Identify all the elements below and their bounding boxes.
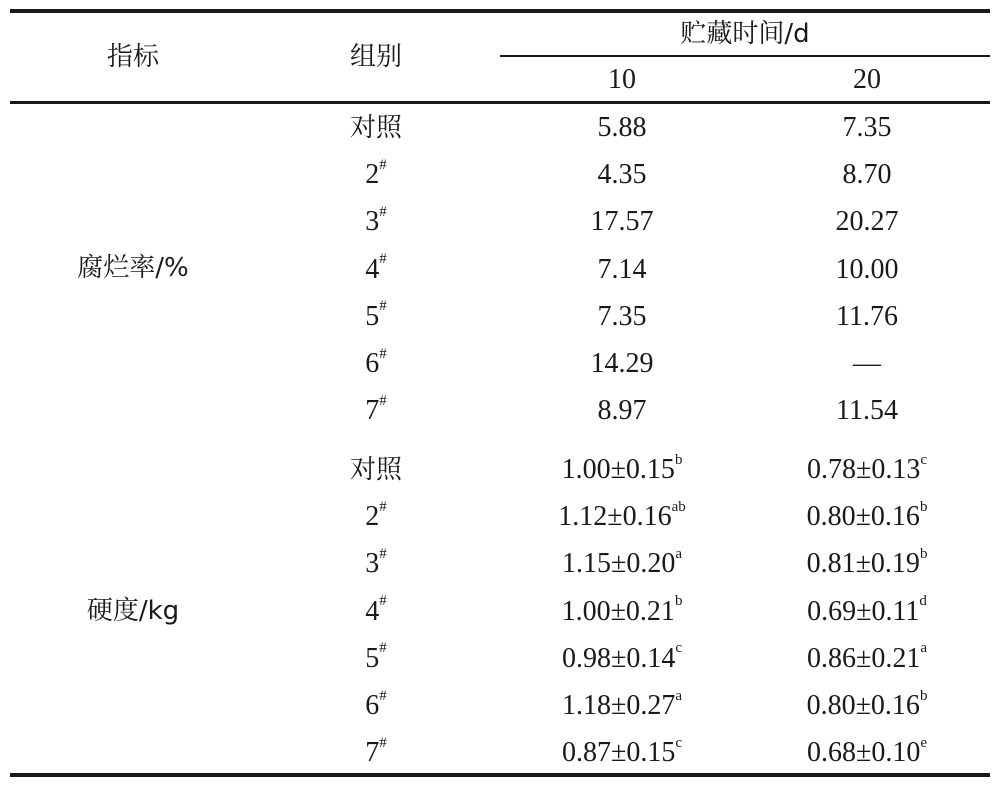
group-cell bbox=[350, 457, 402, 483]
value-text: — bbox=[853, 348, 881, 379]
group-label: 6 bbox=[365, 348, 380, 379]
group-mark: # bbox=[379, 156, 387, 173]
value-cell-d20 bbox=[806, 640, 928, 674]
significance-letter: a bbox=[920, 640, 928, 657]
value-text: 11.76 bbox=[836, 300, 898, 332]
group-mark: # bbox=[379, 687, 387, 704]
value-text: 8.70 bbox=[842, 159, 892, 191]
value-text: 0.80±0.16 bbox=[806, 690, 920, 721]
group-cell bbox=[350, 115, 402, 141]
header-storage-time: 贮藏时间/d bbox=[680, 19, 810, 49]
significance-letter: c bbox=[675, 640, 683, 657]
group-label: 5 bbox=[365, 300, 380, 332]
group-label: 对照 bbox=[349, 455, 403, 485]
group-label: 7 bbox=[365, 737, 380, 769]
significance-letter: e bbox=[920, 734, 928, 751]
value-text: 10.00 bbox=[835, 253, 899, 285]
indicator-label: 腐烂率/% bbox=[77, 253, 189, 283]
significance-letter: c bbox=[675, 734, 683, 751]
value-text: 0.68±0.10 bbox=[806, 737, 921, 769]
group-mark: # bbox=[379, 640, 387, 657]
value-text: 4.35 bbox=[597, 159, 647, 191]
value-cell-d10 bbox=[598, 114, 647, 142]
value-cell-d10 bbox=[598, 161, 647, 189]
header-day-20: 20 bbox=[853, 64, 881, 95]
group-label: 4 bbox=[365, 253, 380, 285]
value-cell-d10 bbox=[597, 300, 647, 332]
group-label: 3 bbox=[365, 548, 380, 580]
value-text: 0.78±0.13 bbox=[806, 454, 921, 485]
value-cell-d20 bbox=[806, 546, 928, 580]
value-cell-d10 bbox=[561, 687, 683, 721]
value-text: 1.00±0.15 bbox=[561, 454, 675, 485]
significance-letter: b bbox=[674, 593, 683, 610]
group-label: 5 bbox=[365, 642, 380, 674]
group-cell bbox=[365, 593, 387, 627]
significance-letter: ab bbox=[671, 498, 686, 515]
value-cell-d20 bbox=[807, 593, 927, 627]
value-cell-d20 bbox=[836, 208, 899, 236]
group-label: 7 bbox=[365, 395, 380, 427]
value-text: 1.12±0.16 bbox=[558, 501, 672, 533]
value-text: 7.35 bbox=[597, 300, 647, 332]
group-cell bbox=[365, 640, 387, 674]
header-indicator: 指标 bbox=[106, 42, 160, 72]
group-mark: # bbox=[379, 498, 387, 515]
value-cell-d20 bbox=[835, 253, 899, 285]
group-label: 2 bbox=[365, 159, 380, 191]
significance-letter: b bbox=[919, 498, 928, 515]
value-cell-d20 bbox=[806, 451, 928, 485]
value-cell-d20 bbox=[843, 114, 892, 142]
value-text: 0.98±0.14 bbox=[561, 642, 676, 674]
value-text: 8.97 bbox=[597, 395, 647, 427]
significance-letter: d bbox=[919, 593, 927, 610]
group-cell bbox=[365, 734, 387, 769]
value-cell-d10 bbox=[561, 734, 683, 769]
group-mark: # bbox=[379, 251, 387, 268]
significance-letter: b bbox=[919, 546, 928, 563]
group-cell bbox=[365, 156, 387, 191]
value-cell-d10 bbox=[598, 397, 647, 425]
value-cell-d20 bbox=[806, 687, 928, 721]
value-cell-d20 bbox=[843, 161, 892, 189]
significance-letter: b bbox=[674, 451, 683, 468]
group-mark: # bbox=[379, 392, 387, 409]
value-text: 1.15±0.20 bbox=[561, 548, 676, 580]
value-cell-d20 bbox=[806, 498, 928, 533]
value-cell-d10 bbox=[561, 546, 683, 580]
header-group: 组别 bbox=[349, 42, 403, 72]
value-text: 7.35 bbox=[842, 112, 892, 143]
group-label: 2 bbox=[365, 501, 380, 533]
bottom-rule bbox=[10, 773, 990, 777]
value-text: 7.14 bbox=[597, 253, 647, 285]
group-mark: # bbox=[379, 345, 387, 362]
value-cell-d20 bbox=[806, 734, 928, 769]
header-rule bbox=[10, 101, 990, 104]
group-cell bbox=[365, 546, 387, 580]
group-label: 4 bbox=[365, 595, 380, 627]
value-cell-d20 bbox=[853, 350, 881, 378]
group-mark: # bbox=[379, 734, 387, 751]
value-text: 0.81±0.19 bbox=[806, 548, 920, 580]
group-mark: # bbox=[379, 546, 387, 563]
value-cell-d10 bbox=[561, 593, 683, 627]
group-cell bbox=[365, 345, 387, 379]
value-cell-d10 bbox=[558, 498, 686, 533]
group-label: 6 bbox=[365, 690, 380, 721]
value-text: 17.57 bbox=[590, 206, 654, 238]
significance-letter: b bbox=[919, 687, 928, 704]
group-cell bbox=[365, 498, 387, 533]
group-label: 3 bbox=[365, 206, 380, 238]
value-cell-d10 bbox=[597, 253, 647, 285]
value-cell-d20 bbox=[836, 300, 898, 332]
value-text: 0.80±0.16 bbox=[806, 501, 920, 533]
value-cell-d10 bbox=[561, 451, 683, 485]
group-mark: # bbox=[379, 204, 387, 221]
group-cell bbox=[365, 251, 387, 285]
top-rule bbox=[10, 9, 990, 13]
group-mark: # bbox=[379, 593, 387, 610]
header-day-10: 10 bbox=[608, 64, 636, 95]
value-text: 14.29 bbox=[590, 348, 654, 379]
group-label: 对照 bbox=[349, 113, 403, 143]
value-text: 0.69±0.11 bbox=[807, 595, 920, 627]
value-text: 0.87±0.15 bbox=[561, 737, 676, 769]
value-text: 20.27 bbox=[835, 206, 899, 238]
group-cell bbox=[365, 204, 387, 238]
significance-letter: a bbox=[675, 546, 683, 563]
subheader-rule bbox=[500, 55, 990, 57]
value-text: 5.88 bbox=[597, 112, 647, 143]
group-cell bbox=[365, 687, 387, 721]
group-cell bbox=[365, 392, 387, 427]
value-cell-d10 bbox=[591, 208, 654, 236]
value-text: 11.54 bbox=[836, 395, 898, 427]
indicator-label: 硬度/kg bbox=[86, 596, 180, 626]
value-text: 0.86±0.21 bbox=[806, 642, 921, 674]
value-text: 1.18±0.27 bbox=[561, 690, 676, 721]
value-cell-d10 bbox=[561, 640, 683, 674]
significance-letter: c bbox=[920, 451, 928, 468]
group-cell bbox=[365, 298, 387, 332]
group-mark: # bbox=[379, 298, 387, 315]
value-cell-d20 bbox=[836, 397, 898, 425]
significance-letter: a bbox=[675, 687, 683, 704]
value-text: 1.00±0.21 bbox=[561, 595, 675, 627]
value-cell-d10 bbox=[591, 350, 654, 378]
